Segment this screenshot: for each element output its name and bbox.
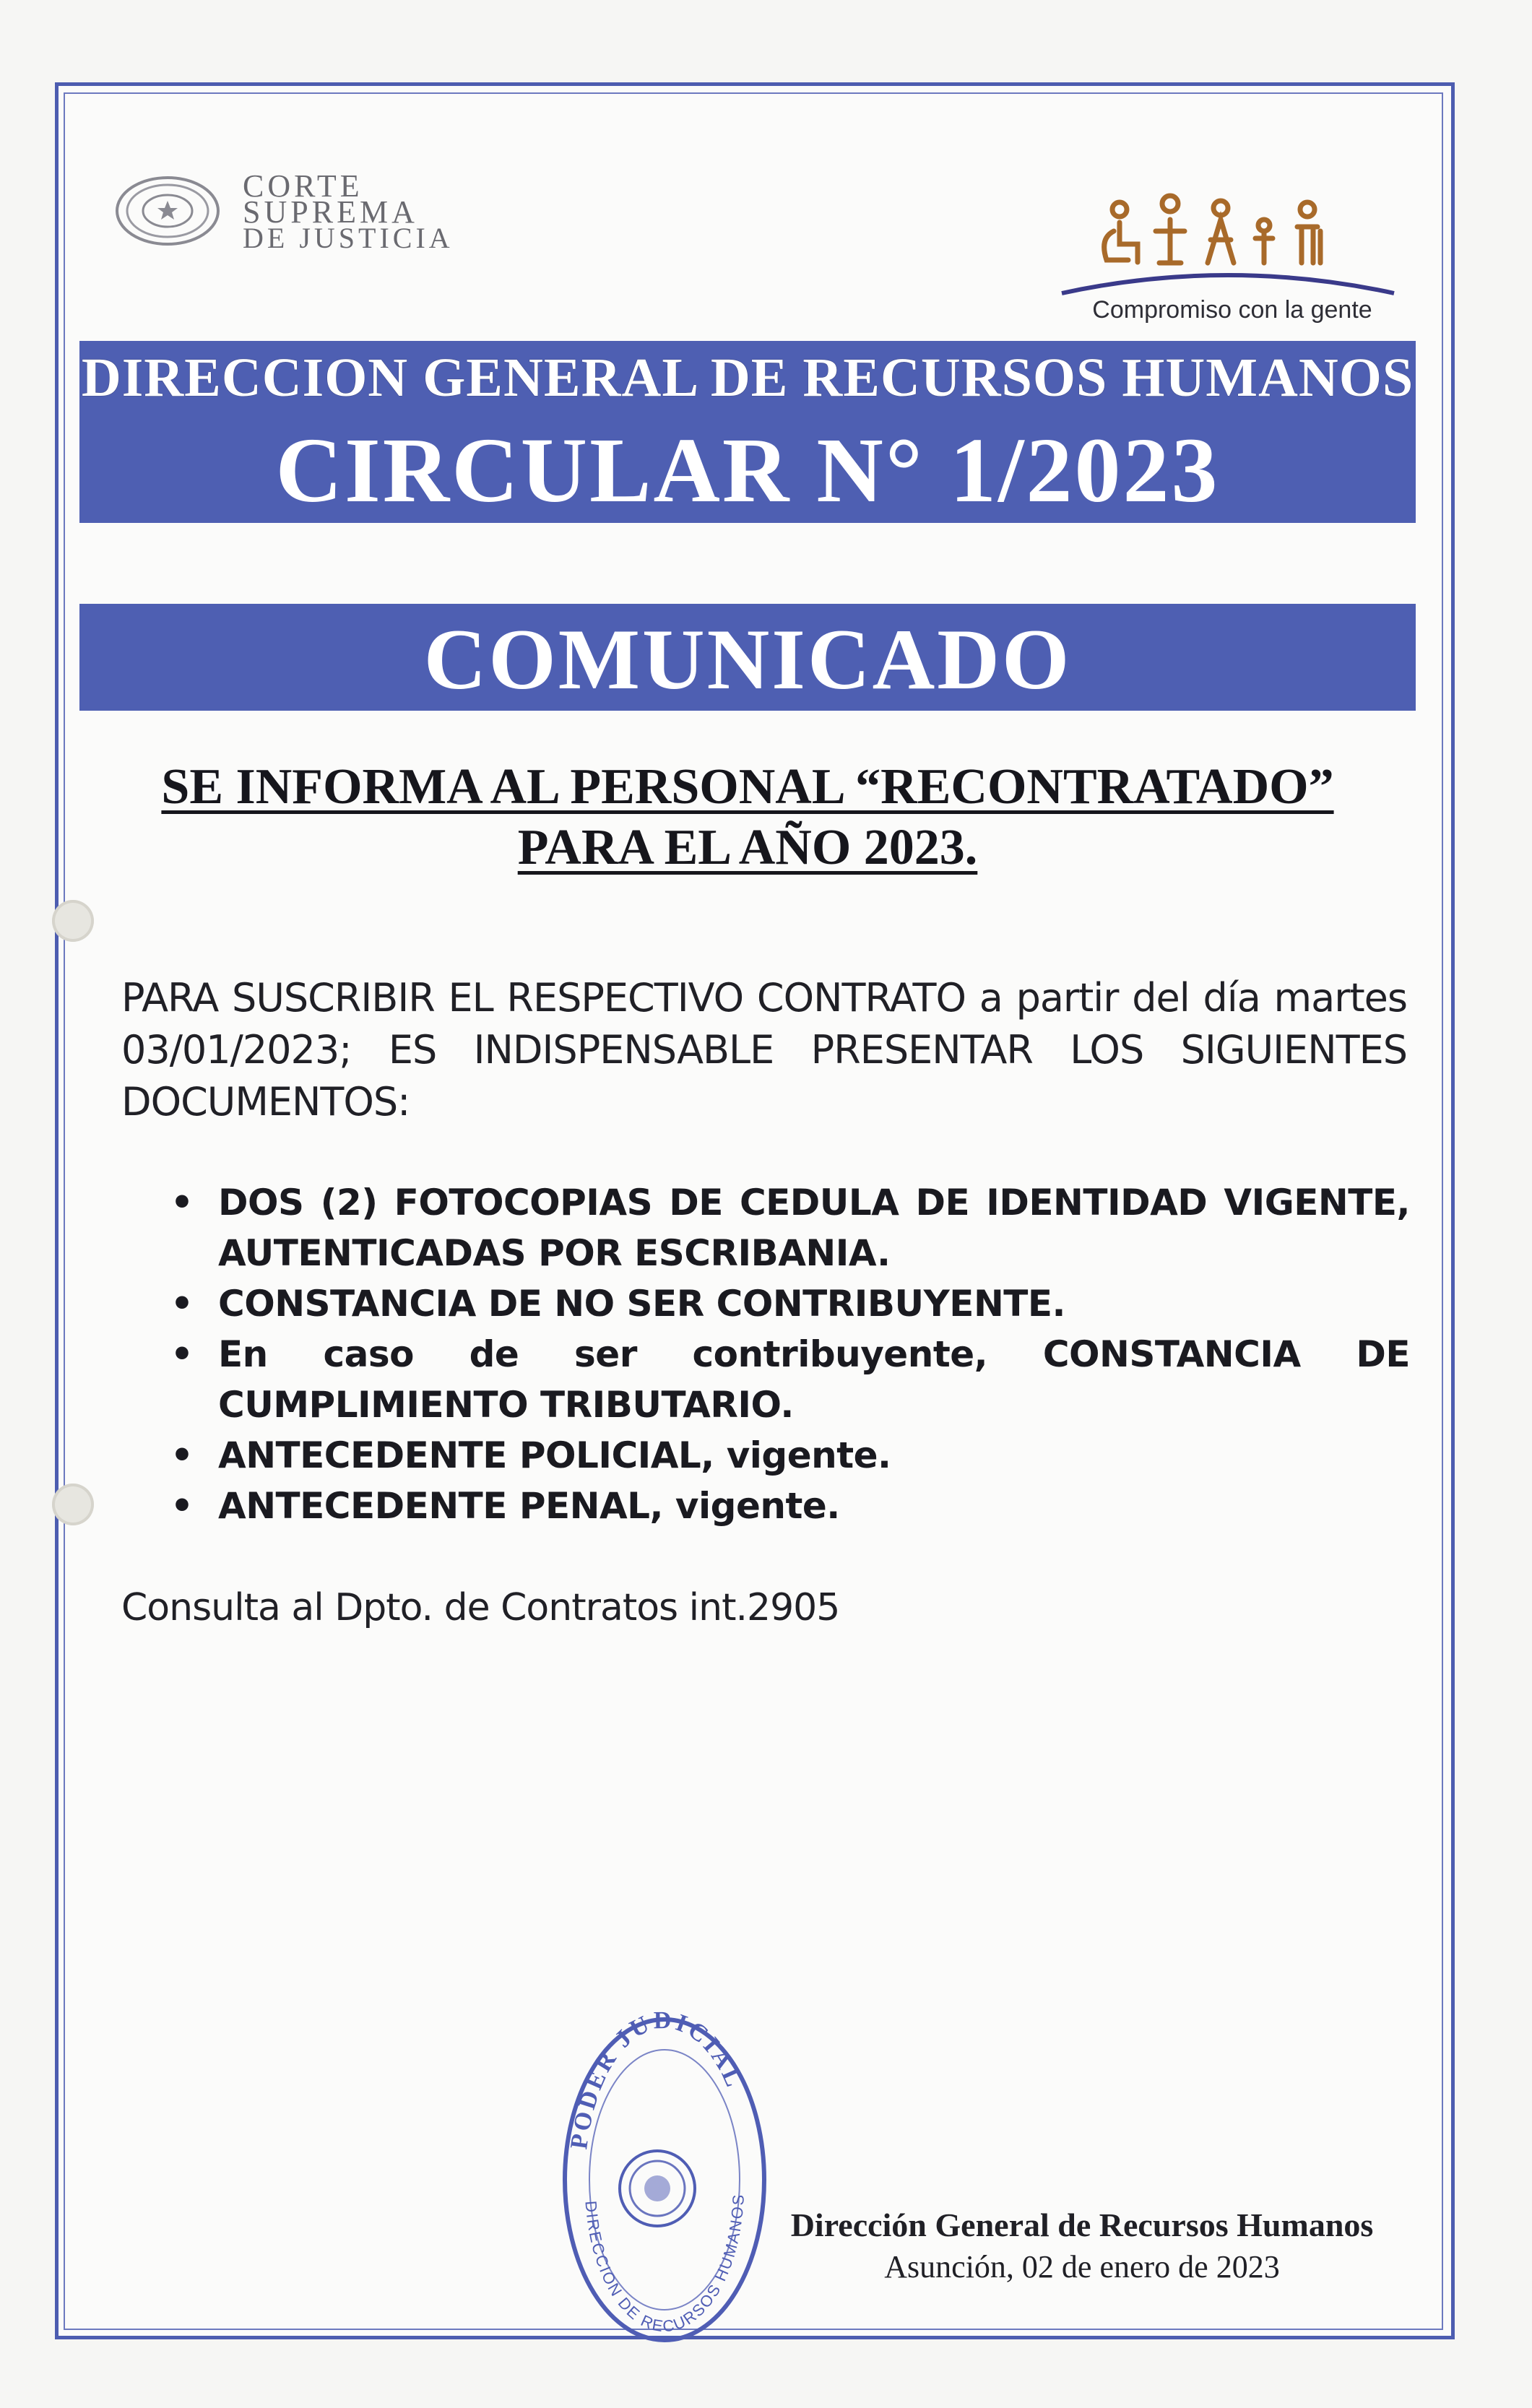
list-item: • DOS (2) FOTOCOPIAS DE CEDULA DE IDENTIDAD VIGENTE, AUTENTICADAS POR ESCRIBANIA. bbox=[166, 1177, 1410, 1278]
comunicado-heading: COMUNICADO bbox=[423, 611, 1072, 707]
stamp-bottom-text: DIRECCION DE RECURSOS HUMANOS bbox=[581, 2193, 748, 2336]
header-band bbox=[79, 341, 1416, 523]
department-title: DIRECCION GENERAL DE RECURSOS HUMANOS bbox=[81, 347, 1414, 408]
notice-line-1: SE INFORMA AL PERSONAL “RECONTRATADO” bbox=[161, 759, 1334, 815]
list-item: • ANTECEDENTE PENAL, vigente. bbox=[166, 1481, 1410, 1531]
signature-office: Dirección General de Recursos Humanos bbox=[790, 2206, 1374, 2243]
instruction-paragraph: PARA SUSCRIBIR EL RESPECTIVO CONTRATO a partir del día martes 03/01/2023; ES INDISPENSABLE PRESENTAR LOS SIGUIENTES DOCUMENTOS: bbox=[121, 975, 1407, 1125]
contact-line: Consulta al Dpto. de Contratos int.2905 bbox=[121, 1586, 840, 1629]
signature-date: Asunción, 02 de enero de 2023 bbox=[884, 2249, 1280, 2284]
notice-heading bbox=[79, 757, 1416, 878]
list-item: • En caso de ser contribuyente, CONSTANCIA DE CUMPLIMIENTO TRIBUTARIO. bbox=[166, 1329, 1410, 1430]
official-stamp bbox=[556, 1999, 773, 2346]
comunicado-band bbox=[79, 604, 1416, 711]
logo-line-3: DE JUSTICIA bbox=[243, 222, 454, 254]
svg-text:PODER JUDICIAL bbox=[566, 2007, 748, 2151]
official-stamp-icon bbox=[556, 1999, 773, 2346]
binder-hole bbox=[52, 1484, 94, 1525]
logo-line-1: CORTE bbox=[243, 168, 363, 204]
tagline: Compromiso con la gente bbox=[1092, 296, 1372, 324]
circular-number: CIRCULAR N° 1/2023 bbox=[275, 419, 1220, 521]
list-item: • CONSTANCIA DE NO SER CONTRIBUYENTE. bbox=[166, 1278, 1410, 1329]
compromiso-logo bbox=[1047, 188, 1408, 332]
requirements-list bbox=[166, 1177, 1410, 1531]
list-item: • ANTECEDENTE POLICIAL, vigente. bbox=[166, 1430, 1410, 1481]
logo-line-2: SUPREMA bbox=[243, 194, 418, 230]
people-figures-icon bbox=[1047, 188, 1408, 296]
signature-block bbox=[757, 2206, 1407, 2285]
corte-suprema-logo bbox=[108, 168, 513, 269]
stamp-top-text: PODER JUDICIAL bbox=[566, 2006, 748, 2151]
national-seal-icon bbox=[114, 175, 221, 247]
notice-line-2: PARA EL AÑO 2023. bbox=[517, 820, 978, 875]
binder-hole bbox=[52, 900, 94, 942]
